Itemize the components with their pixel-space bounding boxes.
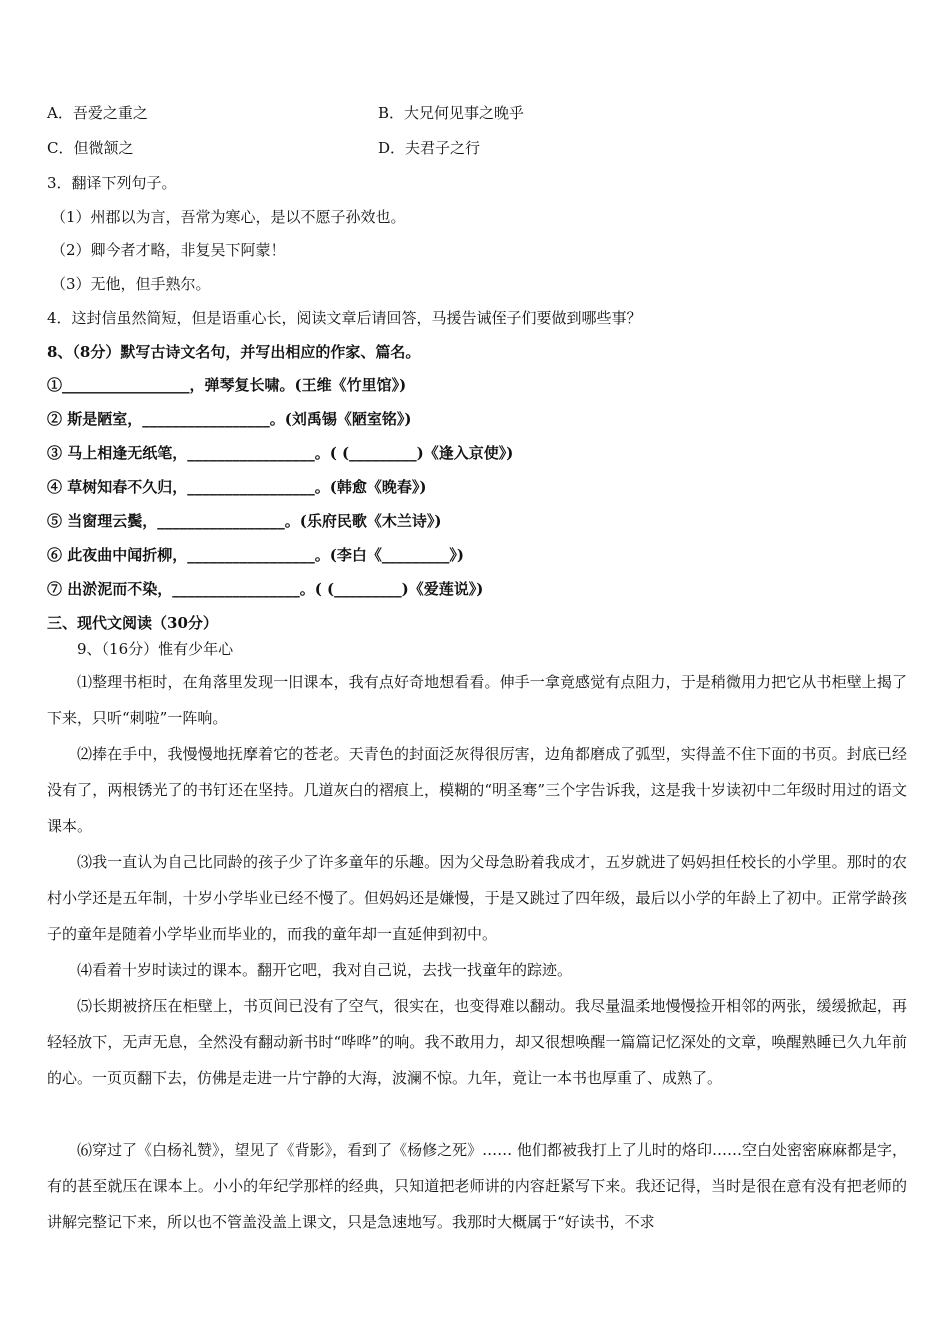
q8-item-7: ⑦ 出淤泥而不染，_________________。( (_________)《爱莲说》) (47, 580, 484, 598)
option-a: A．吾爱之重之 (47, 104, 148, 122)
article-paragraph-2: ⑵捧在手中，我慢慢地抚摩着它的苍老。天青色的封面泛灰得很厉害，边角都磨成了弧型，实得盖不住下面的书页。封底已经没有了，两根锈光了的书钉还在坚持。几道灰白的褶痕上，模糊的“明圣骞”三个字告诉我，这是我十岁读初中二年级时用过的语文课本。 (47, 745, 907, 835)
q8-item-1: ①_________________，弹琴复长啸。(王维《竹里馆》) (47, 376, 407, 394)
article-paragraph-5: ⑸长期被挤压在柜壁上，书页间已没有了空气，很实在，也变得难以翻动。我尽量温柔地慢慢捡开相邻的两张，缓缓掀起，再轻轻放下，无声无息，全然没有翻动新书时“哗哗”的响。我不敢用力，却又很想唤醒一篇篇记忆深处的文章，唤醒熟睡已久九年前的心。一页页翻下去，仿佛是走进一片宁静的大海，波澜不惊。九年，竟让一本书也厚重了、成熟了。 (47, 997, 907, 1087)
q3-title: 3．翻译下列句子。 (47, 174, 177, 192)
option-b: B．大兄何见事之晚乎 (378, 104, 525, 122)
option-c: C．但微颔之 (47, 139, 134, 157)
q8-title: 8、（8分）默写古诗文名句，并写出相应的作家、篇名。 (47, 343, 421, 361)
q3-sentence-1: （1）州郡以为言，吾常为寒心，是以不愿子孙效也。 (51, 208, 406, 226)
article-paragraph-6: ⑹穿过了《白杨礼赞》，望见了《背影》，看到了《杨修之死》…… 他们都被我打上了儿时的烙印……空白处密密麻麻都是字，有的甚至就压在课本上。小小的年纪学那样的经典，只知道把老师讲的内容赶紧写下来。我还记得，当时是很在意有没有把老师的讲解完整记下来，所以也不管盖没盖上课文，只是急速地写。我那时大概属于“好读书，不求 (47, 1141, 907, 1231)
q8-item-3: ③ 马上相逢无纸笔，_________________。( (_________)《逢入京使》) (47, 444, 514, 462)
q4-question: 4．这封信虽然简短，但是语重心长，阅读文章后请回答，马援告诫侄子们要做到哪些事？ (47, 309, 642, 327)
q8-item-2: ② 斯是陋室，_________________。(刘禹锡《陋室铭》) (47, 410, 412, 428)
article-paragraph-4: ⑷看着十岁时读过的课本。翻开它吧，我对自己说，去找一找童年的踪迹。 (77, 961, 573, 979)
article-paragraph-3: ⑶我一直认为自己比同龄的孩子少了许多童年的乐趣。因为父母急盼着我成才，五岁就进了妈妈担任校长的小学里。那时的农村小学还是五年制，十岁小学毕业已经不慢了。但妈妈还是嫌慢，于是又跳过了四年级，最后以小学的年龄上了初中。正常学龄孩子的童年是随着小学毕业而毕业的，而我的童年却一直延伸到初中。 (47, 853, 907, 943)
section-3-title: 三、现代文阅读（30分） (47, 614, 218, 632)
article-paragraph-1: ⑴整理书柜时，在角落里发现一旧课本，我有点好奇地想看看。伸手一拿竟感觉有点阻力，于是稍微用力把它从书柜壁上揭了下来，只听“刺啦”一阵响。 (47, 673, 907, 727)
q8-item-6: ⑥ 此夜曲中闻折柳，_________________。(李白《_________》) (47, 546, 464, 564)
q8-item-4: ④ 草树知春不久归，_________________。(韩愈《晚春》) (47, 478, 427, 496)
q3-sentence-2: （2）卿今者才略，非复吴下阿蒙！ (51, 241, 286, 259)
q9-title: 9、（16分）惟有少年心 (77, 640, 234, 658)
option-d: D．夫君子之行 (378, 139, 481, 157)
q3-sentence-3: （3）无他，但手熟尔。 (51, 275, 211, 293)
q8-item-5: ⑤ 当窗理云鬓，_________________。(乐府民歌《木兰诗》) (47, 512, 442, 530)
